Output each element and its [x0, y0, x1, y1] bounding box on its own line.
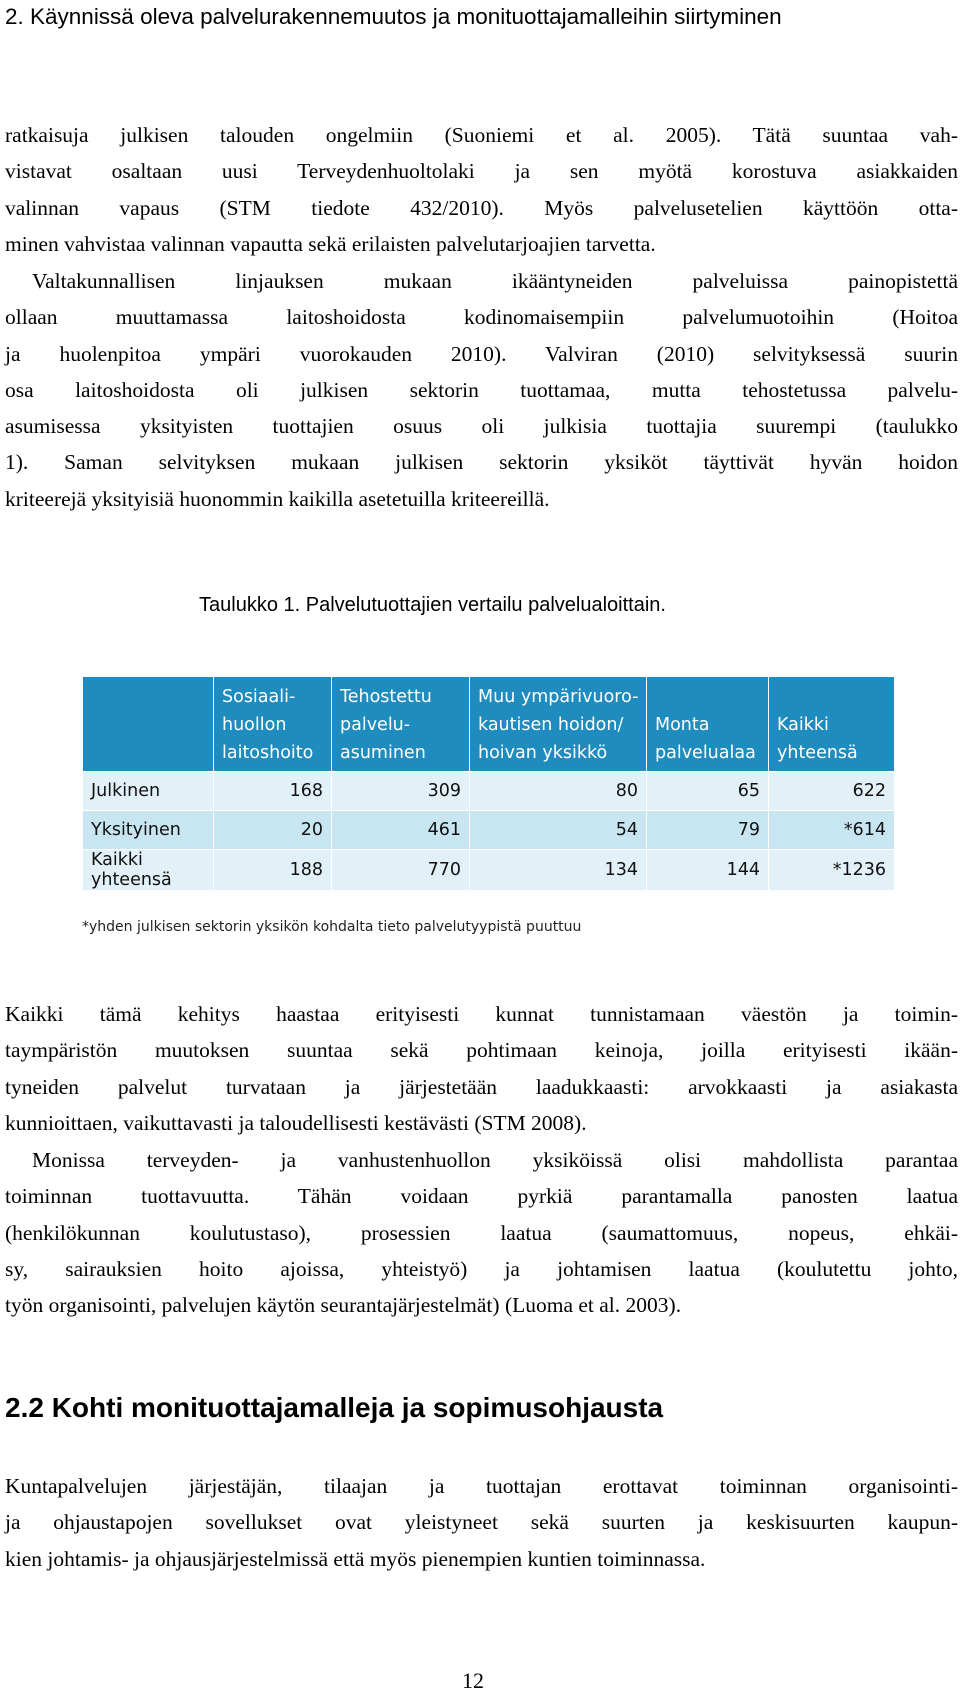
text-line: Kuntapalvelujen järjestäjän, tilaajan ja tuottajan erottavat toiminnan organisointi-	[5, 1474, 958, 1498]
header-line: hoivan yksikkö	[478, 743, 608, 763]
text-line: sy, sairauksien hoito ajoissa, yhteistyö) ja johtamisen laatua (koulutettu johto,	[5, 1256, 958, 1281]
table-cell: 168	[214, 772, 332, 811]
paragraph-3	[5, 996, 958, 1141]
header-line: Tehostettu	[340, 687, 432, 707]
table-cell: 309	[332, 772, 470, 811]
text-line: Valtakunnallisen linjauksen mukaan ikääntyneiden palveluissa painopistettä	[32, 269, 958, 293]
table-cell: 80	[470, 772, 647, 811]
header-line: asuminen	[340, 743, 426, 763]
table-cell: 461	[332, 811, 470, 850]
table-cell: 770	[332, 850, 470, 891]
text-line: osa laitoshoidosta oli julkisen sektorin tuottamaa, mutta tehostetussa palvelu-	[5, 377, 958, 402]
text-line: 1). Saman selvityksen mukaan julkisen sektorin yksiköt täyttivät hyvän hoidon	[5, 450, 958, 475]
table-header-row	[83, 677, 895, 772]
row-label: Yksityinen	[83, 811, 214, 850]
paragraph-4	[5, 1142, 958, 1323]
comparison-table	[82, 676, 894, 935]
header-line: yhteensä	[777, 743, 858, 763]
header-line: kautisen hoidon/	[478, 715, 624, 735]
text-line: taympäristön muutoksen suuntaa sekä pohtimaan keinoja, joilla erityisesti ikään-	[5, 1038, 958, 1063]
text-line: asumisessa yksityisten tuottajien osuus oli julkisia tuottajia suurempi (taulukko	[5, 414, 958, 439]
header-line: Monta	[655, 715, 710, 735]
table-cell: 622	[769, 772, 895, 811]
table-cell: *614	[769, 811, 895, 850]
page-number: 12	[462, 1668, 484, 1693]
table-cell: 188	[214, 850, 332, 891]
text-line: vistavat osaltaan uusi Terveydenhuoltolaki ja sen myötä korostuva asiakkaiden	[5, 159, 958, 184]
text-line: Kaikki tämä kehitys haastaa erityisesti kunnat tunnistamaan väestön ja toimin-	[5, 1002, 958, 1026]
header-line: Kaikki	[777, 715, 829, 735]
table-cell: 65	[647, 772, 769, 811]
header-line: laitoshoito	[222, 743, 314, 763]
table-row	[83, 811, 895, 850]
header-line: palvelualaa	[655, 743, 756, 763]
header-line: palvelu-	[340, 715, 411, 735]
row-label: Julkinen	[83, 772, 214, 811]
text-line: valinnan vapaus (STM tiedote 432/2010). Myös palvelusetelien käyttöön otta-	[5, 195, 958, 220]
text-line: toiminnan tuottavuutta. Tähän voidaan pyrkiä parantamalla panosten laatua	[5, 1184, 958, 1209]
column-header	[214, 677, 332, 772]
header-line: Muu ympärivuoro-	[478, 687, 639, 707]
text-line: tyneiden palvelut turvataan ja järjestetään laadukkaasti: arvokkaasti ja asiakasta	[5, 1074, 958, 1099]
table-cell: 54	[470, 811, 647, 850]
text-line: Monissa terveyden- ja vanhustenhuollon yksiköissä olisi mahdollista parantaa	[32, 1148, 958, 1172]
header-corner	[83, 677, 214, 772]
table-cell: 144	[647, 850, 769, 891]
paragraph-1	[5, 117, 958, 262]
text-line: kunnioittaen, vaikuttavasti ja taloudellisesti kestävästi (STM 2008).	[5, 1110, 587, 1135]
table-caption: Taulukko 1. Palvelutuottajien vertailu palvelualoittain.	[199, 594, 666, 616]
text-line: (henkilökunnan koulutustaso), prosessien laatua (saumattomuus, nopeus, ehkäi-	[5, 1220, 958, 1245]
header-line: Sosiaali-	[222, 687, 296, 707]
column-header	[332, 677, 470, 772]
text-line: ratkaisuja julkisen talouden ongelmiin (Suoniemi et al. 2005). Tätä suuntaa vah-	[5, 123, 958, 147]
table-cell: 79	[647, 811, 769, 850]
table-row	[83, 850, 895, 891]
table-footnote: *yhden julkisen sektorin yksikön kohdalta tieto palvelutyypistä puuttuu	[82, 919, 582, 935]
table-cell: 20	[214, 811, 332, 850]
table-cell: *1236	[769, 850, 895, 891]
text-line: kien johtamis- ja ohjausjärjestelmissä että myös pienempien kuntien toiminnassa.	[5, 1546, 706, 1571]
header-line: huollon	[222, 715, 287, 735]
text-line: ollaan muuttamassa laitoshoidosta kodinomaisempiin palvelumuotoihin (Hoitoa	[5, 305, 958, 330]
running-header: 2. Käynnissä oleva palvelurakennemuutos ja monituottajamalleihin siirtyminen	[5, 4, 782, 29]
section-heading: 2.2 Kohti monituottajamalleja ja sopimusohjausta	[5, 1392, 664, 1423]
text-line: ja ohjaustapojen sovellukset ovat yleistyneet sekä suurten ja keskisuurten kaupun-	[5, 1510, 958, 1535]
text-line: kriteerejä yksityisiä huonommin kaikilla asetetuilla kriteereillä.	[5, 486, 550, 511]
column-header	[769, 677, 895, 772]
text-line: työn organisointi, palvelujen käytön seurantajärjestelmät) (Luoma et al. 2003).	[5, 1293, 682, 1318]
text-line: minen vahvistaa valinnan vapautta sekä erilaisten palvelutarjoajien tarvetta.	[5, 231, 656, 256]
table-row	[83, 772, 895, 811]
text-line: ja huolenpitoa ympäri vuorokauden 2010). Valviran (2010) selvityksessä suurin	[5, 341, 958, 366]
paragraph-5	[5, 1468, 958, 1577]
table-cell: 134	[470, 850, 647, 891]
paragraph-2	[5, 263, 958, 517]
column-header	[647, 677, 769, 772]
row-label: Kaikki yhteensä	[83, 850, 214, 891]
column-header	[470, 677, 647, 772]
